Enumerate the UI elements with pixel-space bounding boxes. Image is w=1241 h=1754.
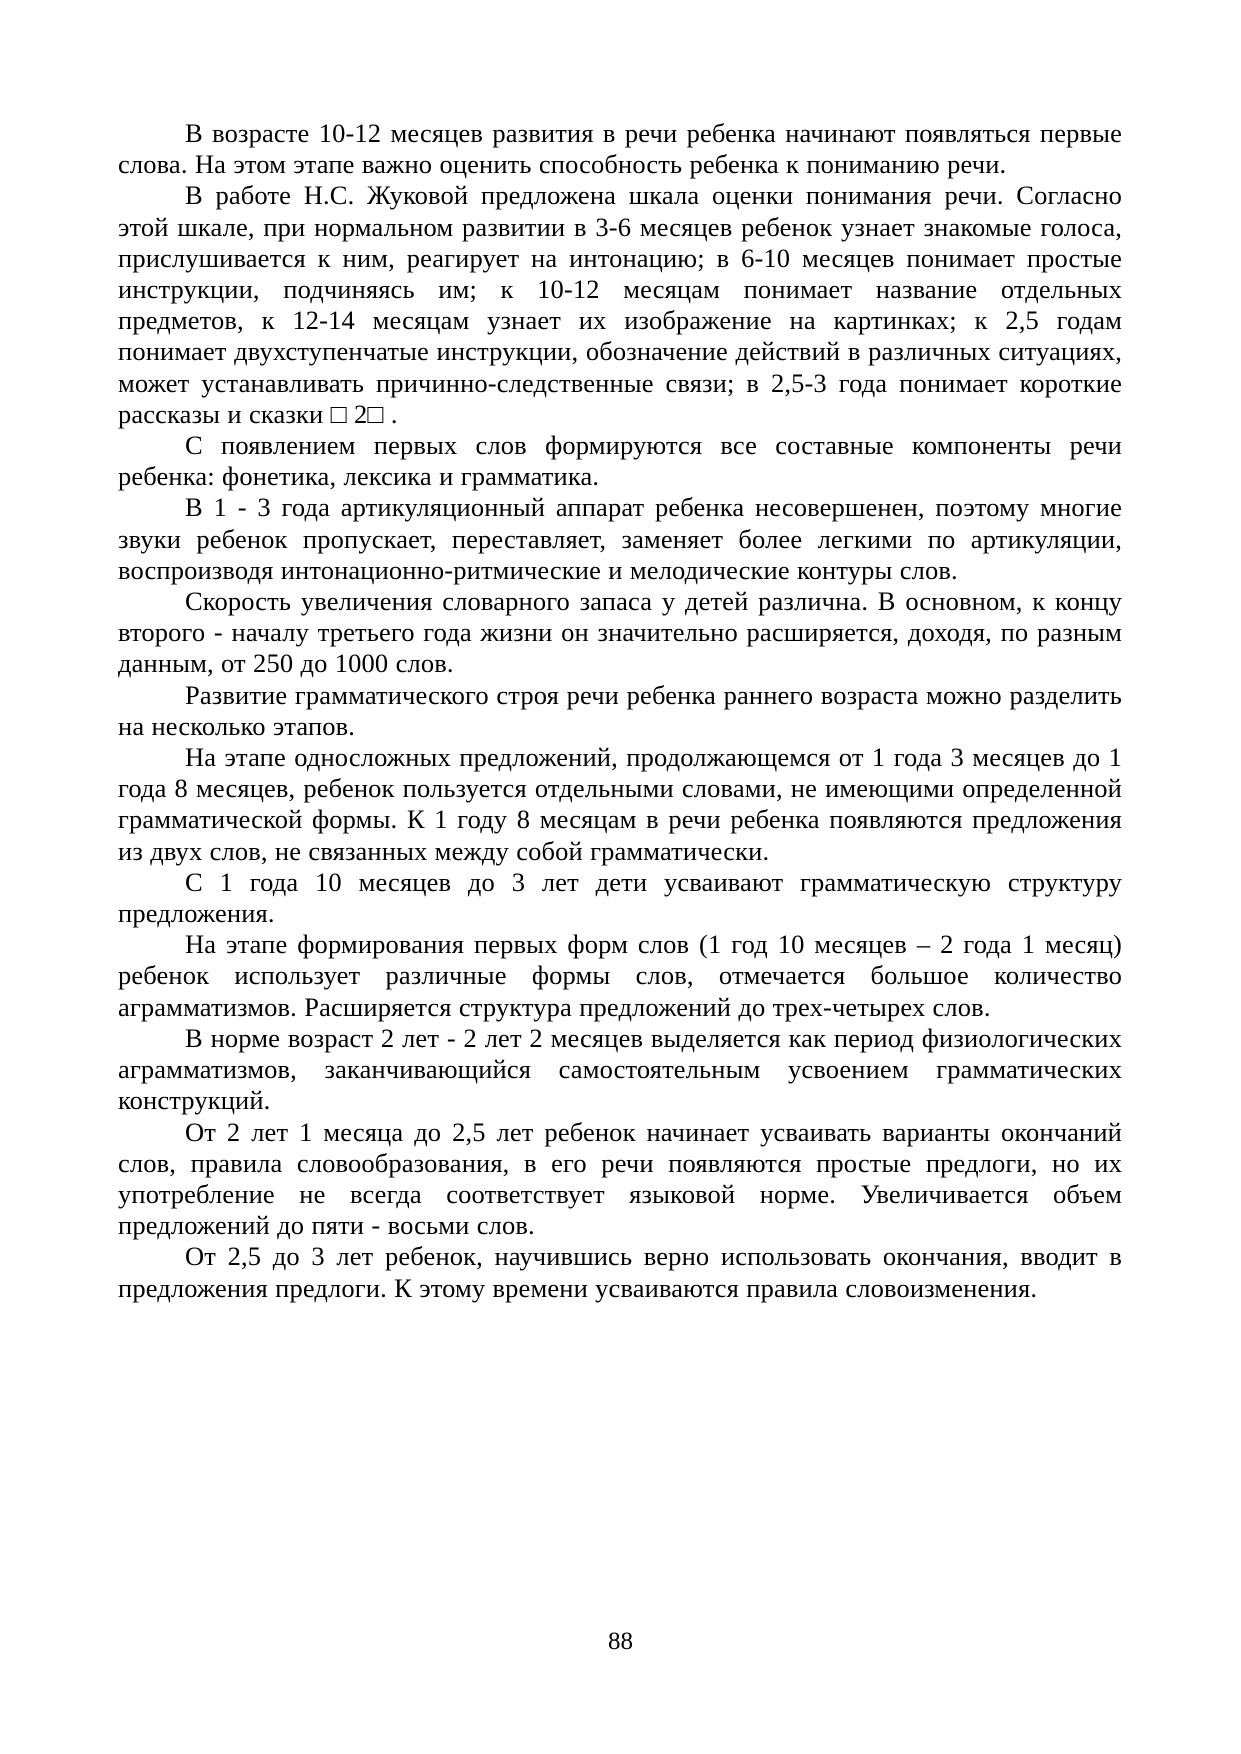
paragraph: От 2 лет 1 месяца до 2,5 лет ребенок начинает усваивать варианты окончаний слов, правила словообразования, в его речи появляются простые предлоги, но их употребление не всегда соответствует языковой норме. Увеличивается объем предложений до пяти - восьми слов. bbox=[118, 1116, 1122, 1241]
paragraph: С появлением первых слов формируются все составные компоненты речи ребенка: фонетика, лексика и грамматика. bbox=[118, 430, 1122, 492]
paragraph: На этапе формирования первых форм слов (1 год 10 месяцев – 2 года 1 месяц) ребенок использует различные формы слов, отмечается большое количество аграмматизмов. Расширяется структура предложений до трех-четырех слов. bbox=[118, 929, 1122, 1022]
paragraph: Развитие грамматического строя речи ребенка раннего возраста можно разделить на несколько этапов. bbox=[118, 679, 1122, 741]
paragraph: В норме возраст 2 лет - 2 лет 2 месяцев выделяется как период физиологических аграмматизмов, заканчивающийся самостоятельным усвоением грамматических конструкций. bbox=[118, 1022, 1122, 1116]
body-text-column bbox=[118, 118, 1122, 1304]
paragraph: На этапе односложных предложений, продолжающемся от 1 года 3 месяцев до 1 года 8 месяцев, ребенок пользуется отдельными словами, не имеющими определенной грамматической формы. К 1 году 8 месяцам в речи ребенка появляются предложения из двух слов, не связанных между собой грамматически. bbox=[118, 742, 1122, 866]
paragraph: В работе Н.С. Жуковой предложена шкала оценки понимания речи. Согласно этой шкале, при нормальном развитии в 3-6 месяцев ребенок узнает знакомые голоса, прислушивается к ним, реагирует на интонацию; в 6-10 месяцев понимает простые инструкции, подчиняясь им; к 10-12 месяцам понимает название отдельных предметов, к 12-14 месяцам узнает их изображение на картинках; к 2,5 годам понимает двухступенчатые инструкции, обозначение действий в различных ситуациях, может устанавливать причинно-следственные связи; в 2,5-3 года понимает короткие рассказы и сказки □ 2□ . bbox=[118, 180, 1122, 429]
paragraph: В 1 - 3 года артикуляционный аппарат ребенка несовершенен, поэтому многие звуки ребенок пропускает, переставляет, заменяет более легкими по артикуляции, воспроизводя интонационно-ритмические и мелодические контуры слов. bbox=[118, 492, 1122, 585]
paragraph: Скорость увеличения словарного запаса у детей различна. В основном, к концу второго - началу третьего года жизни он значительно расширяется, доходя, по разным данным, от 250 до 1000 слов. bbox=[118, 586, 1122, 679]
page-number: 88 bbox=[608, 1628, 633, 1655]
paragraph: В возрасте 10-12 месяцев развития в речи ребенка начинают появляться первые слова. На этом этапе важно оценить способность ребенка к пониманию речи. bbox=[118, 118, 1122, 180]
paragraph: От 2,5 до 3 лет ребенок, научившись верно использовать окончания, вводит в предложения предлоги. К этому времени усваиваются правила словоизменения. bbox=[118, 1241, 1122, 1303]
paragraph: С 1 года 10 месяцев до 3 лет дети усваивают грамматическую структуру предложения. bbox=[118, 866, 1122, 929]
